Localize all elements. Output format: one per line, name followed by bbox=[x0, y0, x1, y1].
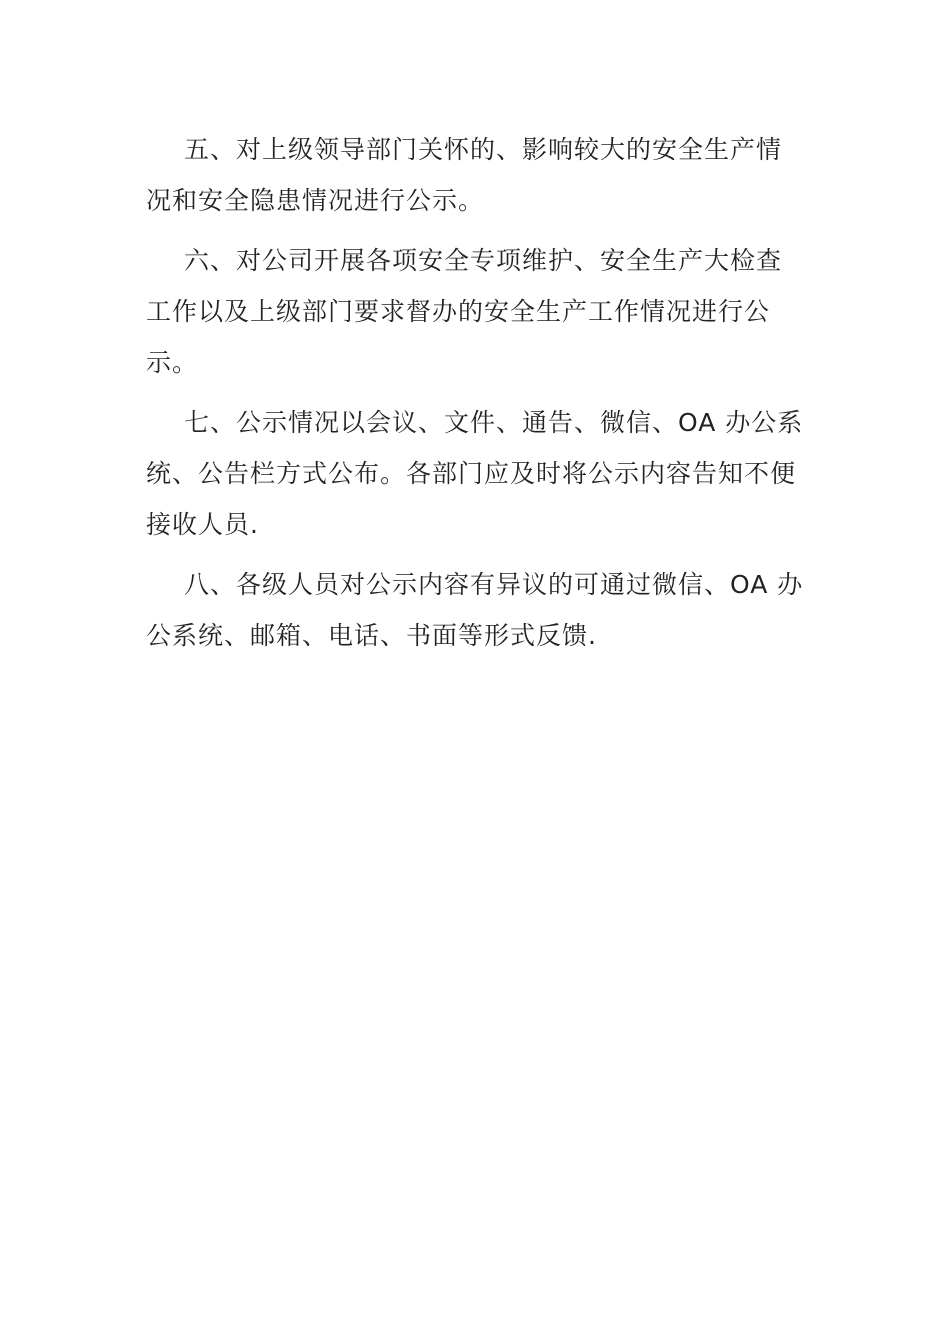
paragraph-5: 五、对上级领导部门关怀的、影响较大的安全生产情况和安全隐患情况进行公示。 bbox=[146, 135, 783, 215]
paragraph-7: 七、公示情况以会议、文件、通告、微信、OA 办公系统、公告栏方式公布。各部门应及时将公示内容告知不便接收人员. bbox=[146, 408, 804, 539]
document-body bbox=[146, 124, 806, 670]
paragraph-6: 六、对公司开展各项安全专项维护、安全生产大检查工作以及上级部门要求督办的安全生产工作情况进行公示。 bbox=[146, 246, 783, 377]
paragraph-8: 八、各级人员对公示内容有异议的可通过微信、OA 办公系统、邮箱、电话、书面等形式反馈. bbox=[146, 570, 804, 650]
